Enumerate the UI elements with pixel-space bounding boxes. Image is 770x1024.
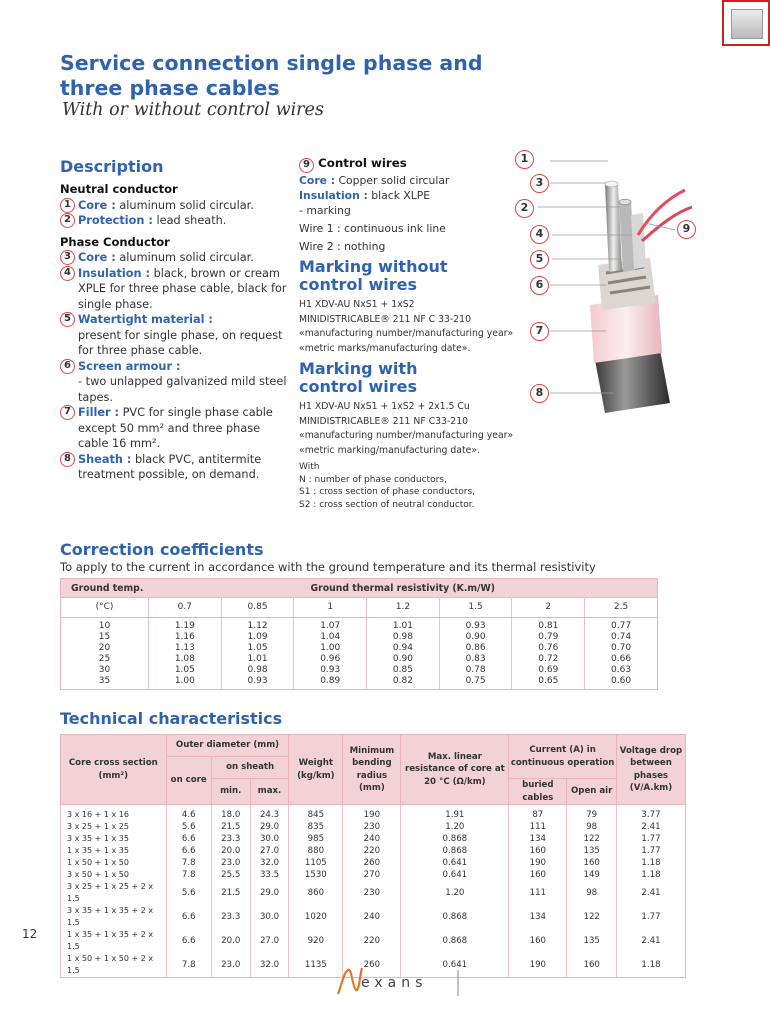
marking-with-line-1: H1 XDV-AU NxS1 + 1xS2 + 2x1.5 Cu (299, 401, 470, 412)
table-cell: 0.69 (512, 665, 585, 676)
table-row (61, 618, 658, 633)
table-cell: 134 (509, 905, 567, 929)
table-cell: 149 (567, 869, 617, 881)
table-cell: 0.76 (512, 643, 585, 654)
marking-with-heading: Marking with control wires (299, 359, 418, 396)
th-on-core: on core (166, 757, 211, 805)
marking-without-heading: Marking without control wires (299, 257, 448, 294)
table-row (61, 643, 658, 654)
item-text: black PVC, antitermite treatment possible, on demand. (78, 452, 262, 481)
th-core: Core cross section (mm²) (61, 735, 167, 805)
table-cell: 1 x 50 + 1 x 50 + 2 x 1.5 (61, 953, 167, 978)
item-text: aluminum solid circular. (119, 198, 254, 212)
th-max: max. (250, 779, 289, 805)
marking-with-line-2: MINIDISTRICABLE® 211 NF C33-210 (299, 415, 469, 427)
table-cell: 20.0 (211, 845, 250, 857)
table-cell: 0.85 (367, 665, 440, 676)
item-label: Filler : (78, 406, 120, 419)
col-thermal-resistivity: Ground thermal resistivity (K.m/W) (149, 579, 658, 598)
table-cell: 23.3 (211, 833, 250, 845)
table-cell: 33.5 (250, 869, 289, 881)
table-cell: 98 (567, 881, 617, 905)
technical-heading: Technical characteristics (60, 709, 283, 728)
table-cell: 0.60 (611, 676, 632, 686)
table-cell: 230 (343, 821, 401, 833)
table-cell: 1105 (289, 857, 343, 869)
table-cell: 30.0 (250, 905, 289, 929)
table-cell: 1 x 35 + 1 x 35 + 2 x 1.5 (61, 929, 167, 953)
table-cell: 260 (343, 857, 401, 869)
control-wires-heading: 9 Control wires (299, 156, 514, 173)
table-cell: 6.6 (166, 833, 211, 845)
table-cell: 1.20 (401, 881, 509, 905)
table-cell: 230 (343, 881, 401, 905)
table-cell: 1 (294, 598, 367, 618)
table-cell: 1.12 (221, 618, 294, 633)
table-cell: 1.01 (221, 654, 294, 665)
table-cell: 23.3 (211, 905, 250, 929)
description-item-8 (60, 452, 292, 483)
callout-2: 2 (515, 199, 534, 218)
table-cell: 0.63 (611, 665, 632, 675)
table-cell: 135 (567, 845, 617, 857)
table-cell: 1135 (289, 953, 343, 978)
th-buried: buried cables (509, 779, 567, 805)
table-cell: 190 (343, 805, 401, 822)
table-cell: 6.6 (166, 845, 211, 857)
table-cell: 160 (509, 845, 567, 857)
correction-note: To apply to the current in accordance with the ground temperature and its thermal resistivity (60, 560, 596, 574)
callout-8: 8 (530, 384, 549, 403)
table-cell: 3 x 50 + 1 x 50 (61, 869, 167, 881)
th-open-air: Open air (567, 779, 617, 805)
table-row (61, 857, 686, 869)
description-list (60, 182, 292, 483)
table-cell: 21.5 (211, 821, 250, 833)
technical-table (60, 734, 686, 978)
table-cell: 3 x 35 + 1 x 35 + 2 x 1.5 (61, 905, 167, 929)
correction-table (60, 578, 658, 690)
item-text: black, brown or cream XPLE for three phase cable, black for single phase. (78, 266, 287, 311)
callout-9: 9 (677, 220, 696, 239)
table-row (61, 805, 686, 822)
table-cell: 1530 (289, 869, 343, 881)
marking-without-line-1: H1 XDV-AU NxS1 + 1xS2 (299, 299, 415, 310)
item-label: Screen armour : (78, 359, 181, 373)
table-cell: 1.04 (294, 632, 367, 643)
table-cell: 220 (343, 845, 401, 857)
table-cell: 220 (343, 929, 401, 953)
table-cell: (°C) (61, 598, 149, 618)
table-cell: 5.6 (166, 821, 211, 833)
item-text: - two unlapped galvanized mild steel tapes. (78, 375, 287, 404)
table-cell: 7.8 (166, 869, 211, 881)
control-insulation: Insulation : black XLPE (299, 189, 431, 202)
table-cell: 23.0 (211, 953, 250, 978)
description-item-5 (60, 312, 292, 359)
marking-without-line-4: «metric marks/manufacturing date». (299, 342, 471, 354)
table-cell: 1.18 (616, 857, 685, 869)
table-cell: 1 x 50 + 1 x 50 (61, 857, 167, 869)
table-cell: 3 x 35 + 1 x 35 (61, 833, 167, 845)
description-item-1 (60, 198, 292, 214)
table-cell: 0.81 (512, 618, 585, 633)
table-cell: 111 (509, 821, 567, 833)
number-badge: 6 (60, 359, 75, 374)
table-cell: 0.85 (221, 598, 294, 618)
table-cell: 0.868 (401, 833, 509, 845)
table-cell: 0.90 (439, 632, 512, 643)
table-cell: 2.41 (616, 929, 685, 953)
th-resistance: Max. linear resistance of core at 20 °C (Ω/km) (401, 735, 509, 805)
callout-7: 7 (530, 322, 549, 341)
table-cell: 1 x 35 + 1 x 35 (61, 845, 167, 857)
description-heading: Description (60, 157, 164, 176)
table-cell: 1.05 (149, 665, 222, 676)
control-wire-1: Wire 1 : continuous ink line (299, 222, 446, 235)
item-label: Insulation : (78, 266, 151, 280)
marking-with-s2: S2 : cross section of neutral conductor. (299, 499, 475, 510)
table-row (61, 881, 686, 905)
table-cell: 134 (509, 833, 567, 845)
marking-without-line-3: «manufacturing number/manufacturing year» (299, 328, 514, 339)
table-cell: 2.41 (616, 881, 685, 905)
title-line-2: three phase cables (60, 76, 280, 100)
title-line-1: Service connection single phase and (60, 51, 483, 75)
item-text: lead sheath. (156, 214, 227, 227)
table-cell: 4.6 (166, 805, 211, 822)
number-badge: 8 (60, 452, 75, 467)
correction-heading: Correction coefficients (60, 540, 264, 559)
table-cell: 32.0 (250, 953, 289, 978)
table-cell: 0.77 (611, 621, 632, 631)
table-row (61, 654, 658, 665)
table-row (61, 833, 686, 845)
callout-5: 5 (530, 250, 549, 269)
table-cell: 1.00 (294, 643, 367, 654)
table-cell: 122 (567, 905, 617, 929)
table-row (61, 869, 686, 881)
item-label: Core : (78, 198, 116, 212)
table-cell: 0.93 (294, 665, 367, 676)
table-cell: 1.08 (149, 654, 222, 665)
callout-1: 1 (515, 150, 534, 169)
table-cell: 25.5 (211, 869, 250, 881)
table-cell: 260 (343, 953, 401, 978)
marking-with-with: With (299, 462, 320, 472)
corner-box (722, 0, 770, 46)
table-cell: 880 (289, 845, 343, 857)
table-cell: 7.8 (166, 953, 211, 978)
item-label: Core : (78, 251, 116, 264)
table-cell: 2.5 (585, 598, 658, 618)
table-cell: 3.77 (616, 805, 685, 822)
marking-without-line-2: MINIDISTRICABLE® 211 NF C 33-210 (299, 313, 472, 325)
marking-with-s1: S1 : cross section of phase conductors, (299, 487, 476, 497)
table-cell: 0.94 (367, 643, 440, 654)
table-cell: 1020 (289, 905, 343, 929)
th-voltage: Voltage drop between phases (V/A.km) (616, 735, 685, 805)
page-subtitle: With or without control wires (62, 100, 324, 120)
control-wires-section (299, 156, 514, 511)
table-cell: 3 x 16 + 1 x 16 (61, 805, 167, 822)
table-cell: 1.91 (401, 805, 509, 822)
table-cell: 0.83 (439, 654, 512, 665)
table-row (61, 845, 686, 857)
table-cell: 160 (509, 869, 567, 881)
table-cell: 20.0 (211, 929, 250, 953)
table-cell: 0.86 (439, 643, 512, 654)
logo-text: exans (361, 975, 428, 991)
table-cell: 0.79 (512, 632, 585, 643)
table-cell: 18.0 (211, 805, 250, 822)
table-cell: 1.77 (616, 833, 685, 845)
table-row (61, 929, 686, 953)
item-text: PVC for single phase cable except 50 mm² and three phase cable 16 mm². (78, 406, 273, 450)
th-on-sheath: on sheath (211, 757, 289, 779)
th-current: Current (A) in continuous operation (509, 735, 617, 779)
table-cell: 1.01 (367, 618, 440, 633)
number-badge: 5 (60, 312, 75, 327)
table-cell: 6.6 (166, 905, 211, 929)
number-badge: 9 (299, 158, 314, 173)
table-row (61, 665, 658, 676)
table-cell: 1.19 (149, 618, 222, 633)
units-row (61, 598, 658, 618)
table-cell: 122 (567, 833, 617, 845)
neutral-conductor-heading: Neutral conductor (60, 182, 178, 196)
table-cell: 111 (509, 881, 567, 905)
control-wire-2: Wire 2 : nothing (299, 240, 386, 253)
phase-conductor-heading: Phase Conductor (60, 234, 170, 249)
table-cell: 835 (289, 821, 343, 833)
table-cell: 1.16 (149, 632, 222, 643)
table-cell: 1.00 (149, 676, 222, 690)
table-cell: 0.96 (294, 654, 367, 665)
table-cell: 0.82 (367, 676, 440, 690)
description-item-2 (60, 213, 292, 229)
table-cell: 1.20 (401, 821, 509, 833)
description-item-7 (60, 405, 292, 452)
table-cell: 23.0 (211, 857, 250, 869)
table-cell: 240 (343, 905, 401, 929)
table-cell: 0.641 (401, 953, 509, 978)
table-cell: 160 (567, 857, 617, 869)
number-badge: 2 (60, 213, 75, 228)
th-bending: Minimum bending radius (mm) (343, 735, 401, 805)
table-cell: 135 (567, 929, 617, 953)
table-cell: 1.13 (149, 643, 222, 654)
table-cell: 35 (61, 676, 149, 690)
table-row (61, 676, 658, 690)
table-cell: 2 (512, 598, 585, 618)
table-cell: 0.93 (221, 676, 294, 690)
table-cell: 0.868 (401, 845, 509, 857)
control-core: Core : Copper solid circular (299, 174, 450, 187)
marking-with-n: N : number of phase conductors, (299, 474, 447, 485)
table-cell: 1.18 (616, 953, 685, 978)
description-item-3 (60, 250, 292, 266)
number-badge: 3 (60, 250, 75, 265)
table-cell: 20 (61, 643, 149, 654)
table-cell: 0.641 (401, 857, 509, 869)
table-cell: 0.78 (439, 665, 512, 676)
table-cell: 30.0 (250, 833, 289, 845)
table-cell: 160 (509, 929, 567, 953)
table-row (61, 905, 686, 929)
table-cell: 21.5 (211, 881, 250, 905)
table-cell: 0.74 (611, 632, 632, 642)
table-cell: 0.868 (401, 929, 509, 953)
logo-n-mark (338, 968, 362, 994)
th-weight: Weight (kg/km) (289, 735, 343, 805)
page-number: 12 (22, 927, 38, 941)
corner-box-fill (731, 9, 763, 39)
marking-with-line-3: «manufacturing number/manufacturing year» (299, 430, 514, 441)
page-title (60, 51, 483, 101)
table-cell: 0.72 (512, 654, 585, 665)
table-cell: 5.6 (166, 881, 211, 905)
table-cell: 0.75 (439, 676, 512, 690)
table-cell: 0.65 (512, 676, 585, 690)
table-cell: 30 (61, 665, 149, 676)
table-cell: 27.0 (250, 929, 289, 953)
table-cell: 1.77 (616, 905, 685, 929)
table-cell: 190 (509, 857, 567, 869)
table-cell: 3 x 25 + 1 x 25 + 2 x 1.5 (61, 881, 167, 905)
table-cell: 1.5 (439, 598, 512, 618)
description-item-6 (60, 359, 292, 406)
item-label: Protection : (78, 214, 153, 227)
control-marking: - marking (299, 204, 351, 217)
table-cell: 0.90 (367, 654, 440, 665)
item-label: Sheath : (78, 452, 132, 466)
table-row (61, 632, 658, 643)
table-cell: 79 (567, 805, 617, 822)
table-cell: 25 (61, 654, 149, 665)
table-cell: 845 (289, 805, 343, 822)
callout-3: 3 (530, 174, 549, 193)
table-cell: 6.6 (166, 929, 211, 953)
table-cell: 29.0 (250, 881, 289, 905)
table-cell: 0.89 (294, 676, 367, 690)
callout-6: 6 (530, 276, 549, 295)
table-cell: 7.8 (166, 857, 211, 869)
callout-4: 4 (530, 225, 549, 244)
table-cell: 0.93 (439, 618, 512, 633)
th-outer-diameter: Outer diameter (mm) (166, 735, 289, 757)
description-item-4 (60, 266, 292, 313)
table-cell: 1.2 (367, 598, 440, 618)
item-label: Watertight material : (78, 313, 213, 326)
table-cell: 920 (289, 929, 343, 953)
table-cell: 10 (61, 618, 149, 633)
table-cell: 1.18 (616, 869, 685, 881)
table-cell: 87 (509, 805, 567, 822)
table-cell: 3 x 25 + 1 x 25 (61, 821, 167, 833)
table-cell: 27.0 (250, 845, 289, 857)
table-cell: 0.7 (149, 598, 222, 618)
table-cell: 0.98 (367, 632, 440, 643)
number-badge: 7 (60, 405, 75, 420)
item-text: present for single phase, on request for three phase cable. (78, 328, 283, 357)
table-cell: 270 (343, 869, 401, 881)
table-cell: 1.77 (616, 845, 685, 857)
number-badge: 1 (60, 198, 75, 213)
table-cell: 98 (567, 821, 617, 833)
table-cell: 160 (567, 953, 617, 978)
table-cell: 0.66 (611, 654, 632, 664)
item-text: aluminum solid circular. (119, 251, 254, 264)
table-cell: 15 (61, 632, 149, 643)
number-badge: 4 (60, 266, 75, 281)
table-cell: 860 (289, 881, 343, 905)
table-cell: 24.3 (250, 805, 289, 822)
marking-with-line-4: «metric marking/manufacturing date». (299, 444, 480, 456)
table-cell: 1.05 (221, 643, 294, 654)
table-cell: 0.98 (221, 665, 294, 676)
th-min: min. (211, 779, 250, 805)
table-cell: 1.09 (221, 632, 294, 643)
table-cell: 32.0 (250, 857, 289, 869)
table-row (61, 821, 686, 833)
table-cell: 0.70 (611, 643, 632, 653)
table-cell: 2.41 (616, 821, 685, 833)
table-cell: 1.07 (294, 618, 367, 633)
col-ground-temp: Ground temp. (61, 579, 149, 598)
table-cell: 240 (343, 833, 401, 845)
table-cell: 0.641 (401, 869, 509, 881)
table-cell: 29.0 (250, 821, 289, 833)
table-cell: 190 (509, 953, 567, 978)
table-cell: 0.868 (401, 905, 509, 929)
table-cell: 985 (289, 833, 343, 845)
